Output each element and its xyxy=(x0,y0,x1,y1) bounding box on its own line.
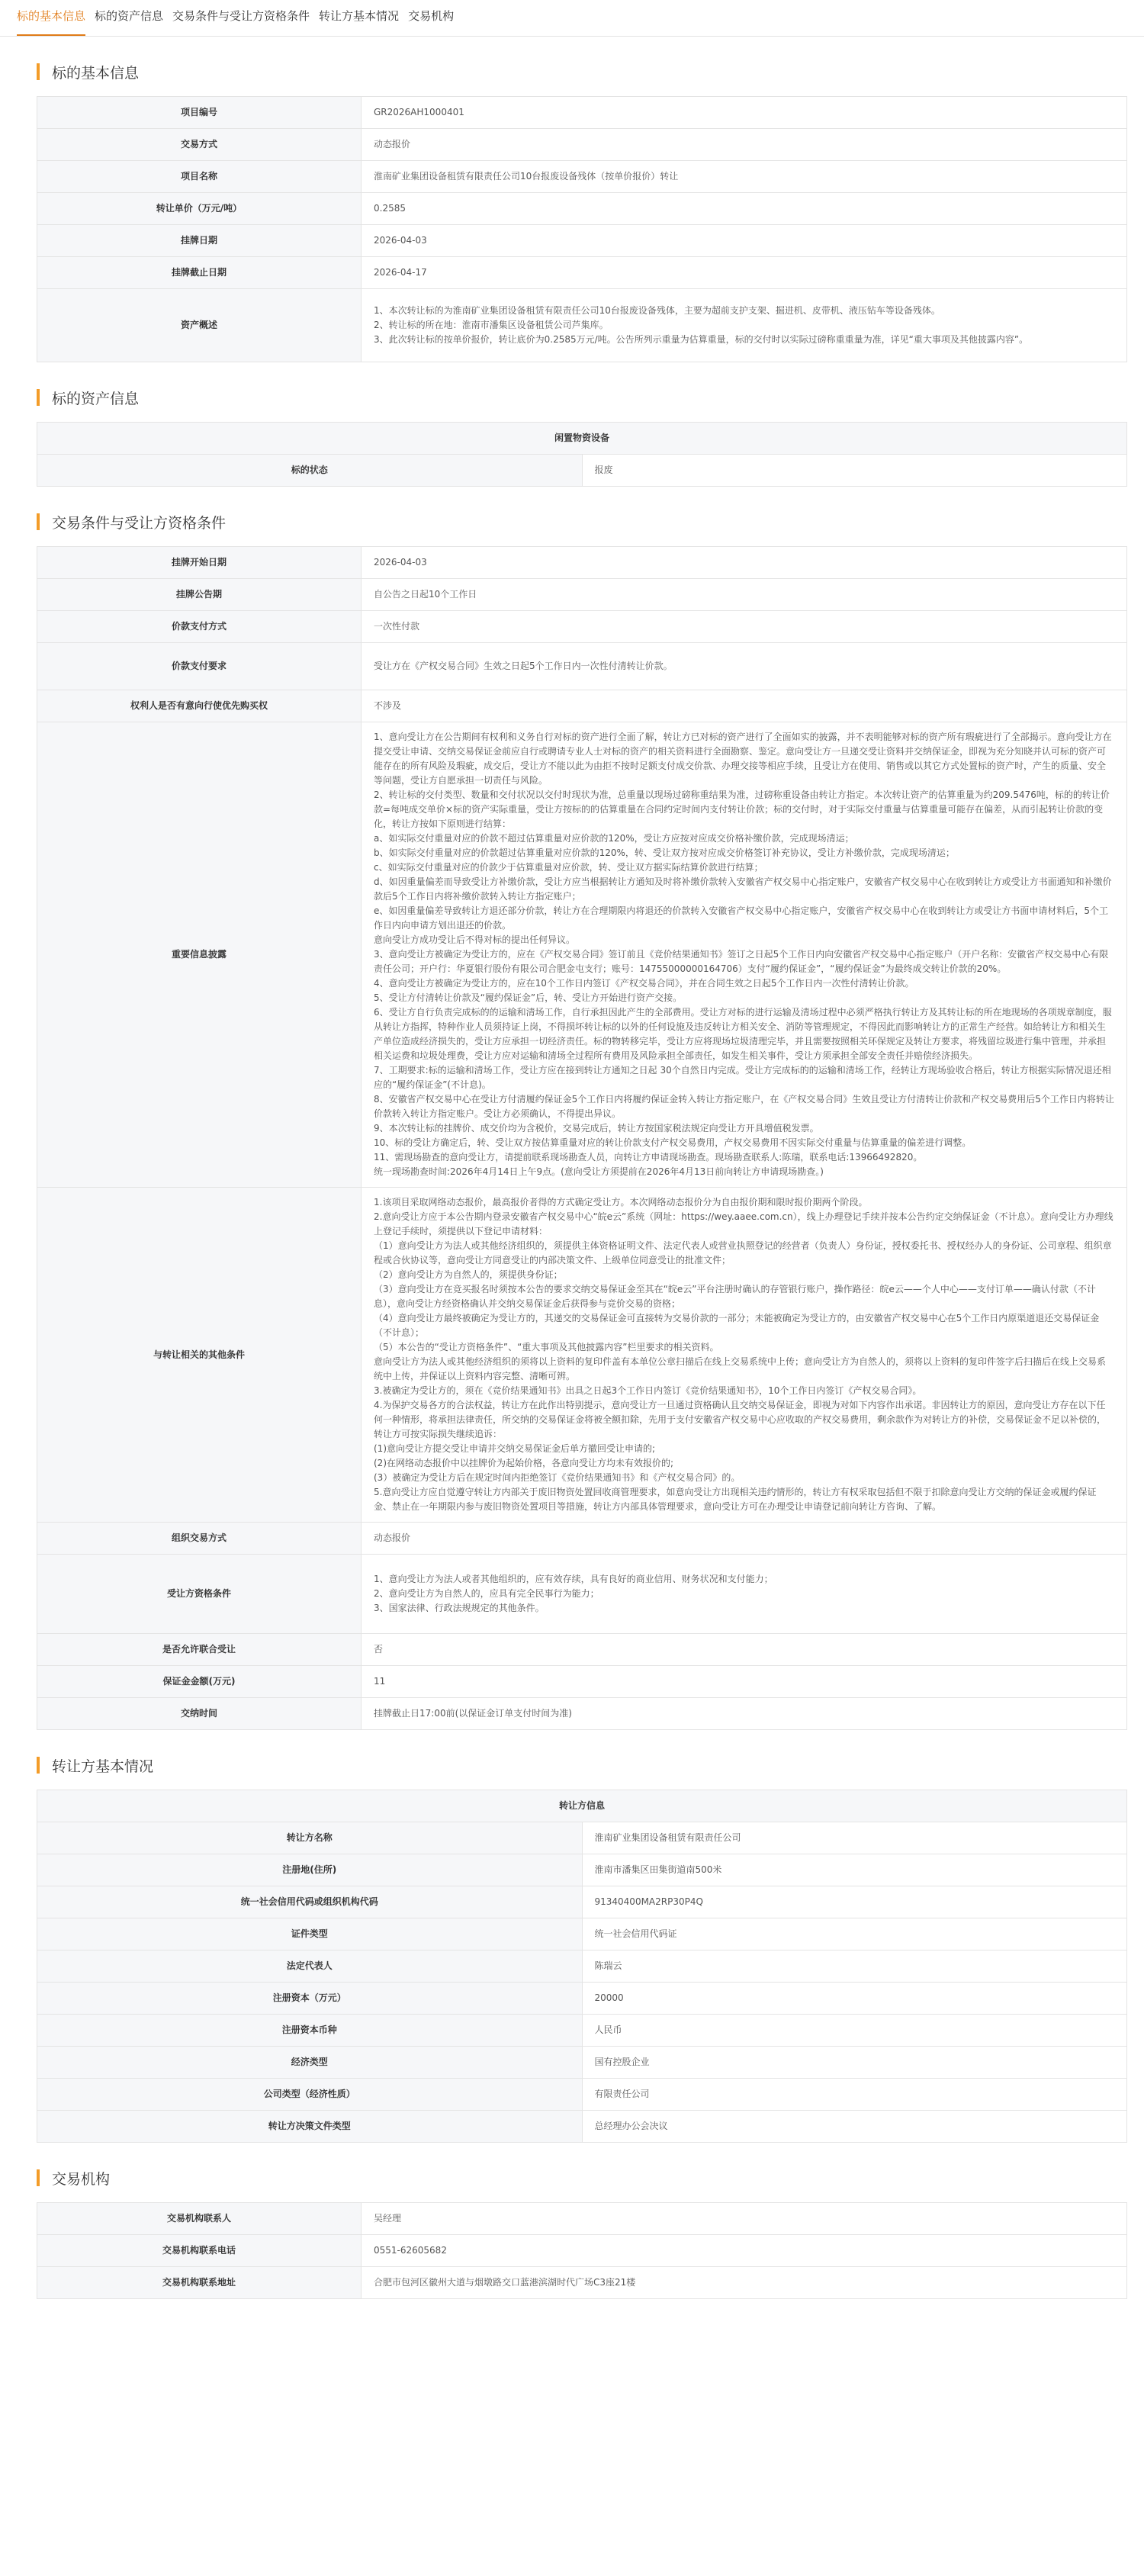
field-value: 2026-04-03 xyxy=(362,225,1127,257)
field-label: 注册资本币种 xyxy=(37,2015,583,2047)
section-accent-bar xyxy=(37,1757,40,1774)
field-label: 经济类型 xyxy=(37,2047,583,2079)
trade-conditions-table xyxy=(37,546,1127,1730)
field-label: 法定代表人 xyxy=(37,1950,583,1983)
tab-trade-conditions[interactable]: 交易条件与受让方资格条件 xyxy=(172,9,310,23)
field-value: 挂牌截止日17:00前(以保证金订单支付时间为准) xyxy=(362,1698,1127,1730)
field-label: 保证金金额(万元) xyxy=(37,1666,362,1698)
section-trade-agency xyxy=(0,2169,1144,2299)
table-row xyxy=(37,2079,1127,2111)
field-value: 91340400MA2RP30P4Q xyxy=(582,1886,1127,1918)
section-title: 交易条件与受让方资格条件 xyxy=(52,514,227,532)
field-value: 2026-04-17 xyxy=(362,257,1127,289)
table-row xyxy=(37,643,1127,690)
field-value: 动态报价 xyxy=(362,129,1127,161)
field-label: 是否允许联合受让 xyxy=(37,1634,362,1666)
field-value: 人民币 xyxy=(582,2015,1127,2047)
table-row xyxy=(37,225,1127,257)
field-value: 否 xyxy=(362,1634,1127,1666)
field-label: 挂牌日期 xyxy=(37,225,362,257)
table-row xyxy=(37,1698,1127,1730)
section-basic-info xyxy=(0,63,1144,362)
table-row xyxy=(37,2203,1127,2235)
field-value: 淮南矿业集团设备租赁有限责任公司 xyxy=(582,1822,1127,1854)
table-row xyxy=(37,455,1127,487)
field-label: 注册资本（万元） xyxy=(37,1983,583,2015)
field-value: 0551-62605682 xyxy=(362,2235,1127,2267)
section-accent-bar xyxy=(37,63,40,80)
field-value: 1、本次转让标的为淮南矿业集团设备租赁有限责任公司10台报废设备残体，主要为超前支护支架、掘进机、皮带机、液压钻车等设备残体。 2、转让标的所在地：淮南市潘集区设备租赁公司芦集库。 3、此次转让标的按单价报价，转让底价为0.2585万元/吨。公告所列示重量为估算重量，标的交付时以实际过磅称重重量为准，详见“重大事项及其他披露内容”。 xyxy=(362,289,1127,362)
field-label: 转让方名称 xyxy=(37,1822,583,1854)
field-label: 交易机构联系人 xyxy=(37,2203,362,2235)
field-value: 2026-04-03 xyxy=(362,547,1127,579)
section-title: 交易机构 xyxy=(52,2170,111,2188)
asset-info-table xyxy=(37,422,1127,487)
field-value: 1、意向受让方为法人或者其他组织的，应有效存续，具有良好的商业信用、财务状况和支付能力； 2、意向受让方为自然人的，应具有完全民事行为能力； 3、国家法律、行政法规规定的其他条件。 xyxy=(362,1555,1127,1634)
table-row xyxy=(37,97,1127,129)
table-row xyxy=(37,1983,1127,2015)
basic-info-table xyxy=(37,96,1127,362)
table-row xyxy=(37,1666,1127,1698)
field-label: 交易机构联系地址 xyxy=(37,2267,362,2299)
table-row xyxy=(37,2267,1127,2299)
field-label: 挂牌公告期 xyxy=(37,579,362,611)
section-title: 转让方基本情况 xyxy=(52,1758,154,1775)
section-title: 标的资产信息 xyxy=(52,390,140,407)
table-header-cell: 闲置物资设备 xyxy=(37,423,1127,455)
table-header-row xyxy=(37,423,1127,455)
table-row xyxy=(37,129,1127,161)
field-label: 项目编号 xyxy=(37,97,362,129)
field-value: 一次性付款 xyxy=(362,611,1127,643)
section-asset-info xyxy=(0,388,1144,487)
field-label: 项目名称 xyxy=(37,161,362,193)
field-value: 受让方在《产权交易合同》生效之日起5个工作日内一次性付清转让价款。 xyxy=(362,643,1127,690)
tab-basic-info[interactable]: 标的基本信息 xyxy=(17,8,85,36)
section-accent-bar xyxy=(37,389,40,406)
table-row xyxy=(37,1634,1127,1666)
trade-agency-table xyxy=(37,2202,1127,2299)
field-label: 注册地(住所) xyxy=(37,1854,583,1886)
table-row xyxy=(37,1555,1127,1634)
field-value: 吴经理 xyxy=(362,2203,1127,2235)
table-row xyxy=(37,2047,1127,2079)
field-value: GR2026AH1000401 xyxy=(362,97,1127,129)
field-value: 总经理办公会决议 xyxy=(582,2111,1127,2143)
table-row xyxy=(37,289,1127,362)
field-value: 统一社会信用代码证 xyxy=(582,1918,1127,1950)
field-label: 交易机构联系电话 xyxy=(37,2235,362,2267)
table-row xyxy=(37,547,1127,579)
tab-trade-agency[interactable]: 交易机构 xyxy=(408,9,455,23)
table-row xyxy=(37,257,1127,289)
field-label: 权利人是否有意向行使优先购买权 xyxy=(37,690,362,722)
field-label: 价款支付方式 xyxy=(37,611,362,643)
field-label: 转让单价（万元/吨） xyxy=(37,193,362,225)
table-row xyxy=(37,579,1127,611)
table-row xyxy=(37,2015,1127,2047)
section-accent-bar xyxy=(37,513,40,530)
field-value: 自公告之日起10个工作日 xyxy=(362,579,1127,611)
field-label: 资产概述 xyxy=(37,289,362,362)
section-trade-conditions xyxy=(0,513,1144,1730)
field-label: 交易方式 xyxy=(37,129,362,161)
field-label: 重要信息披露 xyxy=(37,722,362,1188)
section-accent-bar xyxy=(37,2169,40,2186)
table-row xyxy=(37,161,1127,193)
field-label: 公司类型（经济性质） xyxy=(37,2079,583,2111)
field-value: 陈瑞云 xyxy=(582,1950,1127,1983)
table-row xyxy=(37,1523,1127,1555)
field-value: 0.2585 xyxy=(362,193,1127,225)
field-value: 11 xyxy=(362,1666,1127,1698)
field-value: 1.该项目采取网络动态报价，最高报价者得的方式确定受让方。本次网络动态报价分为自由报价期和限时报价期两个阶段。 2.意向受让方应于本公告期内登录安徽省产权交易中心“皖e云”系统（网址：https://wey.aaee.com.cn），线上办理登记手续并按本公告约定交纳保证金（不计息）。意向受让方办理线上登记手续时，须提供以下登记申请材料： （1）意向受让方为法人或其他经济组织的，须提供主体资格证明文件、法定代表人或营业执照登记的经营者（负责人）身份证，授权委托书、授权经办人的身份证、公司章程、组织章程或合伙协议等，意向受让方同意受让的内部决策文件、上级单位同意受让的批准文件； （2）意向受让方为自然人的，须提供身份证； （3）意向受让方在竞买报名时须按本公告的要求交纳交易保证金至其在“皖e云”平台注册时确认的存管银行账户，操作路径：皖e云——个人中心——支付订单——确认付款（不计息），意向受让方经资格确认并交纳交易保证金后获得参与竞价交易的资格； （4）意向受让方最终被确定为受让方的，其递交的交易保证金可直接转为交易价款的一部分；未能被确定为受让方的，由安徽省产权交易中心在5个工作日内原渠道退还交易保证金（不计息）； （5）本公告的“受让方资格条件”、“重大事项及其他披露内容”栏里要求的相关资料。 意向受让方为法人或其他经济组织的须将以上资料的复印件盖有本单位公章扫描后在线上交易系统中上传；意向受让方为自然人的，须将以上资料的复印件签字后扫描后在线上交易系统中上传，并保证以上资料内容完整、清晰可辨。 3.被确定为受让方的，须在《竞价结果通知书》出具之日起3个工作日内签订《竞价结果通知书》，10个工作日内签订《产权交易合同》。 4.为保护交易各方的合法权益，转让方在此作出特别提示，意向受让方一旦通过资格确认且交纳交易保证金，即视为对如下内容作出承诺。非因转让方的原因，意向受让方存在以下任何一种情形，将承担法律责任，所交纳的交易保证金将被全额扣除，先用于支付安徽省产权交易中心应收取的产权交易费用，剩余款作为对转让方的补偿，交易保证金不足以补偿的，转让方可按实际损失继续追诉： (1)意向受让方提交受让申请并交纳交易保证金后单方撤回受让申请的; (2)在网络动态报价中以挂牌价为起始价格，各意向受让方均未有效报价的; (3）被确定为受让方后在规定时间内拒绝签订《竞价结果通知书》和《产权交易合同》的。 5.意向受让方应自觉遵守转让方内部关于废旧物资处置回收商管理要求，如意向受让方出现相关违约情形的，转让方有权采取包括但不限于扣除意向受让方交纳的保证金或履约保证金、禁止在一年期限内参与废旧物资处置项目等措施，转让方内部具体管理要求，意向受让方可在办理受让申请登记前向转让方咨询、了解。 xyxy=(362,1188,1127,1523)
field-value: 淮南市潘集区田集街道南500米 xyxy=(582,1854,1127,1886)
table-row xyxy=(37,690,1127,722)
field-value: 不涉及 xyxy=(362,690,1127,722)
table-row xyxy=(37,1822,1127,1854)
table-row xyxy=(37,1950,1127,1983)
field-value: 国有控股企业 xyxy=(582,2047,1127,2079)
field-label: 受让方资格条件 xyxy=(37,1555,362,1634)
field-label: 组织交易方式 xyxy=(37,1523,362,1555)
table-row xyxy=(37,1188,1127,1523)
table-header-row xyxy=(37,1790,1127,1822)
section-title: 标的基本信息 xyxy=(52,64,140,82)
table-row xyxy=(37,2111,1127,2143)
table-row xyxy=(37,611,1127,643)
table-row xyxy=(37,722,1127,1188)
field-value: 淮南矿业集团设备租赁有限责任公司10台报废设备残体（按单价报价）转让 xyxy=(362,161,1127,193)
table-row xyxy=(37,1886,1127,1918)
tab-asset-info[interactable]: 标的资产信息 xyxy=(95,9,164,23)
field-label: 价款支付要求 xyxy=(37,643,362,690)
field-value: 报废 xyxy=(582,455,1127,487)
field-value: 20000 xyxy=(582,1983,1127,2015)
field-label: 交纳时间 xyxy=(37,1698,362,1730)
tab-bar xyxy=(0,0,1144,37)
table-row xyxy=(37,1854,1127,1886)
tab-transferor-info[interactable]: 转让方基本情况 xyxy=(319,9,400,23)
field-label: 与转让相关的其他条件 xyxy=(37,1188,362,1523)
field-label: 转让方决策文件类型 xyxy=(37,2111,583,2143)
field-value: 动态报价 xyxy=(362,1523,1127,1555)
table-row xyxy=(37,2235,1127,2267)
field-label: 标的状态 xyxy=(37,455,583,487)
section-transferor-info xyxy=(0,1756,1144,2143)
table-row xyxy=(37,1918,1127,1950)
transferor-info-table xyxy=(37,1790,1127,2143)
field-value: 1、意向受让方在公告期间有权利和义务自行对标的资产进行全面了解，转让方已对标的资产进行了全面如实的披露，并不表明能够对标的资产所有瑕疵进行了全部揭示。意向受让方在提交受让申请、交纳交易保证金前应自行或聘请专业人士对标的资产的相关资料进行全面勘察、鉴定。意向受让方一旦递交受让资料并交纳保证金，即视为充分知晓并认可标的资产可能存在的所有风险及瑕疵，成交后，受让方不能以此为由拒不按时足额支付成交价款、办理交接等相应手续，且受让方在使用、销售或以其它方式处置标的资产时，产生的质量、安全等问题，受让方自愿承担一切责任与风险。 2、转让标的交付类型、数量和交付状况以交付时现状为准，总重量以现场过磅称重结果为准，过磅称重设备由转让方指定。本次转让资产的估算重量为约209.5476吨，标的的转让价款=每吨成交单价×标的资产实际重量，受让方按标的的估算重量在合同约定时间内支付转让价款；标的交付时，对于实际交付重量与估算重量可能存在偏差，从而引起转让价款的变化，转让方按如下原则进行结算： a、如实际交付重量对应的价款不超过估算重量对应价款的120%，受让方应按对应成交价格补缴价款，完成现场清运； b、如实际交付重量对应的价款超过估算重量对应价款的120%，转、受让双方按对应成交价格签订补充协议，受让方补缴价款，完成现场清运； c、如实际交付重量对应的价款少于估算重量对应价款，转、受让双方据实际结算价款进行结算； d、如因重量偏差而导致受让方补缴价款，受让方应当根据转让方通知及时将补缴价款转入安徽省产权交易中心指定账户，安徽省产权交易中心在收到转让方或受让方书面通知和补缴价款后5个工作日内将补缴价款转入转让方指定账户； e、如因重量偏差导致转让方退还部分价款，转让方在合理期限内将退还的价款转入安徽省产权交易中心指定账户，安徽省产权交易中心在收到转让方或受让方书面申请材料后，5个工作日内向申请方划出退还的价款。 意向受让方成功受让后不得对标的提出任何异议。 3、意向受让方被确定为受让方的，应在《产权交易合同》签订前且《竞价结果通知书》签订之日起5个工作日内向安徽省产权交易中心指定账户（开户名称：安徽省产权交易中心有限责任公司；开户行：华夏银行股份有限公司合肥金屯支行；账号：14755000000164706）支付“履约保证金”，“履约保证金”为最终成交转让价款的20%。 4、意向受让方被确定为受让方的，应在10个工作日内签订《产权交易合同》，并在合同生效之日起5个工作日内一次性付清转让价款。 5、受让方付清转让价款及“履约保证金”后，转、受让方开始进行资产交接。 6、受让方自行负责完成标的的运输和清场工作，自行承担因此产生的全部费用。受让方对标的进行运输及清场过程中必须严格执行转让方及其转让标的所在地现场的各项规章制度，服从转让方指挥，特种作业人员须持证上岗，不得损坏转让标的以外的任何设施及违反转让方相关安全、消防等管理规定，不得因此而影响转让方的正常生产经营。如给转让方和相关生产单位造成经济损失的，受让方应承担一切经济责任。标的物转移完毕，受让方应将现场垃圾清理完毕，并且需要按照相关环保规定及转让方要求，将残留垃圾进行集中管理，并承担相关运费和垃圾处理费，受让方应对运输和清场全过程所有费用及风险承担全部责任，如发生相关事件，受让方须承担全部安全责任并赔偿经济损失。 7、工期要求:标的运输和清场工作，受让方应在接到转让方通知之日起 30个自然日内完成。受让方完成标的的运输和清场工作，经转让方现场验收合格后，转让方根据实际情况退还相应的“履约保证金”(不计息)。 8、安徽省产权交易中心在受让方付清履约保证金5个工作日内将履约保证金转入转让方指定账户，在《产权交易合同》生效且受让方付清转让价款和产权交易费用后5个工作日内将转让价款转入转让方指定账户。受让方必须确认，不得提出异议。 9、本次转让标的挂牌价、成交价均为含税价，交易完成后，转让方按国家税法规定向受让方开具增值税发票。 10、标的受让方确定后，转、受让双方按估算重量对应的转让价款支付产权交易费用，产权交易费用不因实际交付重量与估算重量的偏差进行调整。 11、需现场勘查的意向受让方，请提前联系现场勘查人员，向转让方申请现场勘查。现场勘查联系人:陈瑞，联系电话:13966492820。 统一现场勘查时间:2026年4月14日上午9点。(意向受让方须提前在2026年4月13日前向转让方申请现场勘查。) xyxy=(362,722,1127,1188)
field-label: 挂牌截止日期 xyxy=(37,257,362,289)
field-label: 挂牌开始日期 xyxy=(37,547,362,579)
field-value: 有限责任公司 xyxy=(582,2079,1127,2111)
field-value: 合肥市包河区徽州大道与烟墩路交口蓝港滨湖时代广场C3座21楼 xyxy=(362,2267,1127,2299)
field-label: 统一社会信用代码或组织机构代码 xyxy=(37,1886,583,1918)
table-row xyxy=(37,193,1127,225)
table-header-cell: 转让方信息 xyxy=(37,1790,1127,1822)
field-label: 证件类型 xyxy=(37,1918,583,1950)
